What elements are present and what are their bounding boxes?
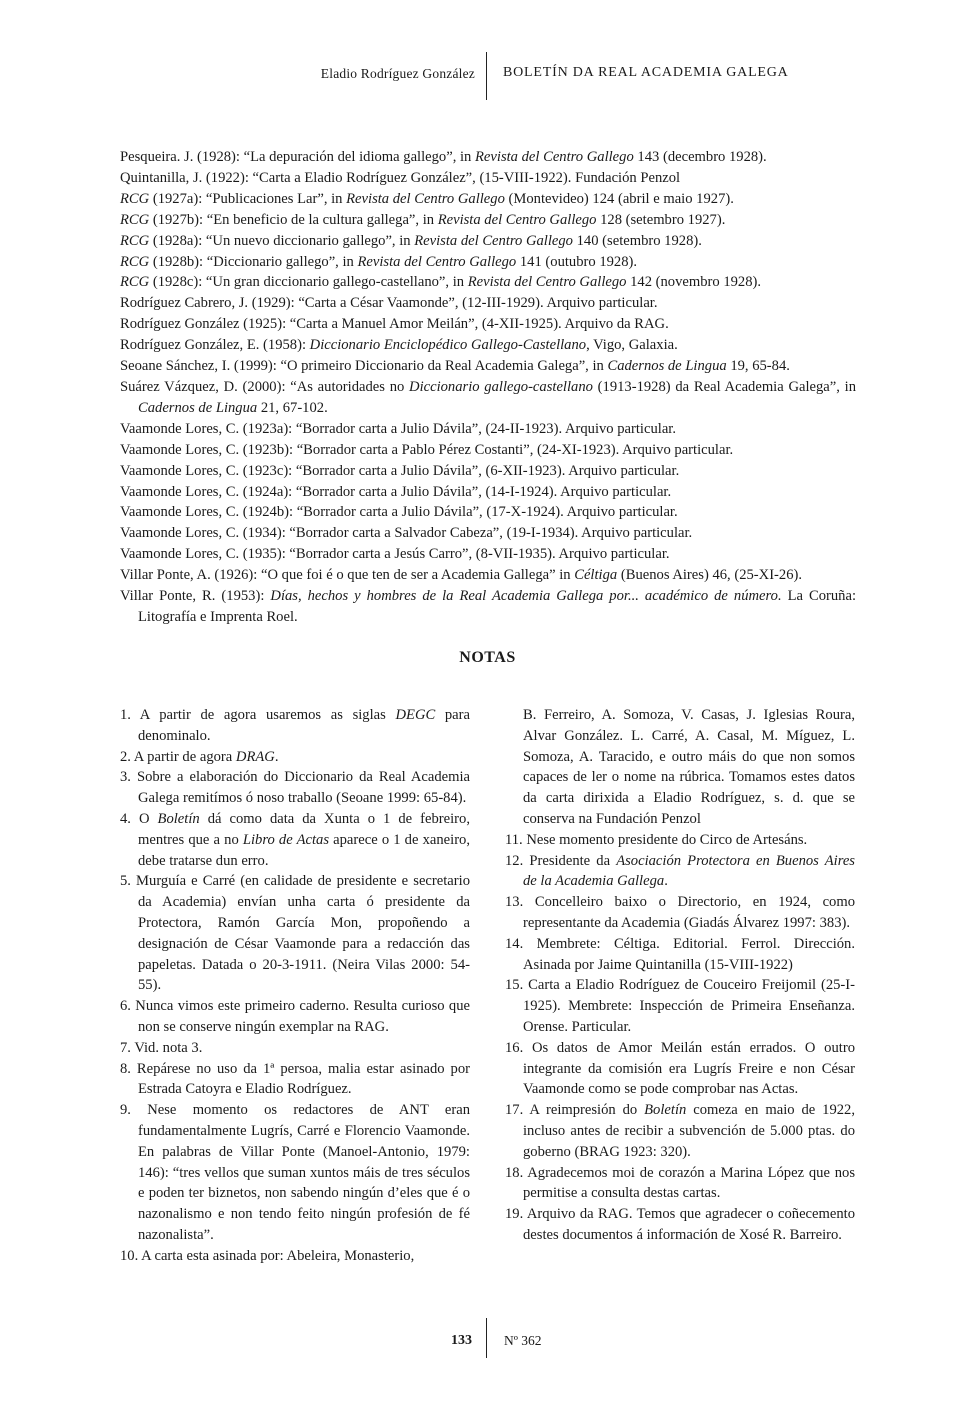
entry-text: 13. Concelleiro baixo o Directorio, en 1924, como representante da Academia (Giadás Álvarez 1997: 383). — [505, 894, 855, 931]
entry-text: 9. Nese momento os redactores de ANT eran fundamentalmente Lugrís, Carré e Florencio Vaamonde. En palabras de Villar Ponte (Manoel-Antonio, 1979: 146): “tres vellos que suman xuntos máis de tres séculos e poden ter biznetos, non sabendo ningún d’eles que é o nazonalismo e non tendo feito ningún profesión de fé nazonalista”. — [120, 1102, 470, 1243]
reference-entry — [120, 189, 856, 210]
entry-text: 21, 67-102. — [257, 399, 328, 416]
entry-text: Vaamonde Lores, C. (1923a): “Borrador carta a Julio Dávila”, (24-II-1923). Arquivo particular. — [120, 420, 676, 437]
reference-entry — [120, 523, 856, 544]
reference-entry — [120, 252, 856, 273]
notes-column-left — [120, 705, 470, 1267]
entry-text: 2. A partir de agora — [120, 748, 236, 765]
entry-text: Vaamonde Lores, C. (1934): “Borrador carta a Salvador Cabeza”, (19-I-1934). Arquivo particular. — [120, 525, 693, 542]
entry-text: Quintanilla, J. (1922): “Carta a Eladio Rodríguez González”, (15-VIII-1922). Fundación Penzol — [120, 169, 681, 186]
entry-text: 1. A partir de agora usaremos as siglas — [120, 707, 396, 723]
footnote — [505, 1163, 855, 1205]
entry-text: 19. Arquivo da RAG. Temos que agradecer o coñecemento destes documentos á información de Xosé R. Barreiro. — [505, 1206, 855, 1243]
entry-text: Seoane Sánchez, I. (1999): “O primeiro Diccionario da Real Academia Galega”, in — [120, 358, 608, 375]
reference-entry — [120, 168, 856, 189]
reference-entry — [120, 356, 856, 377]
footnote — [505, 934, 855, 976]
issue-number: Nº 362 — [504, 1333, 542, 1348]
reference-entry — [120, 231, 856, 252]
entry-text: 128 (setembro 1927). — [596, 211, 726, 228]
reference-entry — [120, 293, 856, 314]
footnote — [120, 767, 470, 809]
reference-entry — [120, 565, 856, 586]
entry-italic: Libro de Actas — [242, 831, 329, 848]
footnote — [120, 996, 470, 1038]
entry-text: 15. Carta a Eladio Rodríguez de Couceiro Freijomil (25-I-1925). Membrete: Inspección de Primeira Enseñanza. Orense. Particular. — [505, 977, 855, 1035]
entry-text: Rodríguez Cabrero, J. (1929): “Carta a César Vaamonde”, (12-III-1929). Arquivo particular. — [120, 295, 658, 312]
entry-italic: Cadernos de Lingua — [138, 399, 258, 416]
entry-italic: Revista del Centro Gallego — [346, 190, 505, 207]
entry-abbrev: RCG — [120, 253, 150, 270]
bibliography-list — [120, 147, 856, 628]
entry-text: (1928a): “Un nuevo diccionario gallego”, in — [149, 232, 415, 249]
entry-italic: Días, hechos y hombres de la Real Academia Gallega por... académico de número. — [270, 588, 782, 605]
entry-text: Pesqueira. J. (1928): “La depuración del idioma gallego”, in — [120, 149, 476, 165]
entry-text: Villar Ponte, R. (1953): — [120, 588, 271, 605]
entry-text: 5. Murguía e Carré (en calidade de presidente e secretario da Academia) envían unha carta ó presidente da Protectora, Ramón García Mon, propoñendo a designación de César Vaamonde para a redacción das papeletas. Datada o 20-3-1911. (Neira Vilas 2000: 54-55). — [120, 873, 470, 994]
reference-entry — [120, 502, 856, 523]
footnote — [120, 747, 470, 768]
entry-text: 19, 65-84. — [726, 358, 790, 375]
page-number: 133 — [451, 1333, 472, 1348]
entry-text: (Montevideo) 124 (abril e maio 1927). — [504, 190, 734, 207]
entry-text: (1928b): “Diccionario gallego”, in — [149, 253, 358, 270]
entry-italic: Revista del Centro Gallego — [467, 274, 627, 291]
footnote — [505, 1100, 855, 1162]
entry-text: Suárez Vázquez, D. (2000): “As autoridades no — [120, 378, 410, 395]
reference-entry — [120, 461, 856, 482]
header-journal-title: BOLETÍN DA REAL ACADEMIA GALEGA — [503, 65, 789, 80]
entry-italic: Cadernos de Lingua — [607, 358, 727, 375]
footnote — [120, 705, 470, 747]
entry-text: 6. Nunca vimos este primeiro caderno. Resulta curioso que non se conserve ningún exemplar na RAG. — [120, 998, 470, 1035]
reference-entry — [120, 210, 856, 231]
header-author: Eladio Rodríguez González — [320, 66, 475, 81]
entry-text: (1927a): “Publicaciones Lar”, in — [149, 190, 347, 207]
entry-text: 143 (decembro 1928). — [633, 149, 767, 165]
entry-text: (Buenos Aires) 46, (25-XI-26). — [617, 567, 803, 584]
entry-text: dá como data da Xunta o 1 de febreiro, mentres que a no — [138, 810, 470, 848]
footnote — [505, 1204, 855, 1246]
entry-abbrev: RCG — [120, 232, 150, 249]
entry-text: . — [664, 873, 668, 890]
entry-abbrev: RCG — [120, 190, 150, 207]
entry-italic: Revista del Centro Gallego — [475, 149, 634, 165]
entry-text: Rodríguez González (1925): “Carta a Manuel Amor Meilán”, (4-XII-1925). Arquivo da RAG. — [120, 316, 669, 333]
reference-entry — [120, 544, 856, 565]
entry-text: Vaamonde Lores, C. (1924a): “Borrador carta a Julio Dávila”, (14-I-1924). Arquivo particular. — [120, 483, 672, 500]
footnote — [120, 1059, 470, 1101]
entry-italic: DRAG — [235, 748, 275, 765]
entry-text: 12. Presidente da — [505, 852, 617, 869]
entry-text: Rodríguez González, E. (1958): — [120, 337, 310, 354]
entry-text: 18. Agradecemos moi de corazón a Marina López que nos permitise a consulta destas cartas. — [505, 1164, 855, 1202]
notes-heading: NOTAS — [459, 649, 516, 666]
entry-text: 11. Nese momento presidente do Circo de Artesáns. — [505, 831, 808, 848]
entry-text: Villar Ponte, A. (1926): “O que foi é o que ten de ser a Academia Gallega” in — [120, 567, 575, 584]
entry-text: comeza en maio de 1922, incluso antes de recibir a subvención de 5.000 ptas. do goberno (BRAG 1923: 320). — [523, 1102, 855, 1160]
entry-text: aparece o 1 de xaneiro, debe tratarse dun erro. — [138, 831, 470, 869]
footnote — [505, 892, 855, 934]
header-divider — [486, 52, 487, 100]
reference-entry — [120, 419, 856, 440]
entry-text: 14. Membrete: Céltiga. Editorial. Ferrol. Dirección. Asinada por Jaime Quintanilla (15-VIII-1922) — [505, 935, 855, 973]
notes-column-right — [505, 705, 855, 1246]
entry-text: 10. A carta esta asinada por: Abeleira, Monasterio, — [120, 1247, 415, 1264]
entry-text: 4. O — [120, 810, 158, 827]
footnote — [505, 705, 855, 830]
reference-entry — [120, 335, 856, 356]
reference-entry — [120, 377, 856, 419]
reference-entry — [120, 482, 856, 503]
entry-text: 17. A reimpresión do — [505, 1102, 645, 1119]
entry-italic: Boletín — [157, 810, 200, 827]
entry-italic: Revista del Centro Gallego — [437, 211, 597, 228]
footnote — [505, 830, 855, 851]
footnote — [120, 871, 470, 996]
entry-text: 8. Repárese no uso da 1ª persoa, malia estar asinado por Estrada Catoyra e Eladio Rodríguez. — [120, 1060, 470, 1098]
entry-italic: Revista del Centro Gallego — [414, 232, 573, 249]
entry-text: Vaamonde Lores, C. (1924b): “Borrador carta a Julio Dávila”, (17-X-1924). Arquivo particular. — [120, 504, 678, 521]
entry-text: 140 (setembro 1928). — [572, 232, 702, 249]
footnote — [120, 809, 470, 871]
running-header — [0, 60, 975, 100]
entry-italic: Asociación Protectora en Buenos Aires de la Academia Gallega — [523, 852, 855, 890]
reference-entry — [120, 147, 856, 168]
entry-text: (1927b): “En beneficio de la cultura gallega”, in — [149, 211, 438, 228]
footnote — [120, 1246, 470, 1267]
reference-entry — [120, 272, 856, 293]
entry-text: (1928c): “Un gran diccionario gallego-castellano”, in — [149, 274, 468, 291]
reference-entry — [120, 314, 856, 335]
reference-entry — [120, 586, 856, 628]
footer-divider — [486, 1318, 487, 1358]
entry-text: 142 (novembro 1928). — [626, 274, 762, 291]
footnote — [505, 975, 855, 1037]
footnote — [505, 851, 855, 893]
entry-text: B. Ferreiro, A. Somoza, V. Casas, J. Iglesias Roura, Alvar González. L. Carré, A. Casal, M. Míguez, L. Somoza, A. Taracido, e outro máis do que non somos capaces de ler o nome na rúbrica. Tomamos estes datos da carta dirixida a Eladio Rodríguez, s. d. que se conserva na Fundación Penzol — [523, 707, 855, 827]
entry-italic: Diccionario Enciclopédico Gallego-Castellano — [309, 337, 587, 354]
entry-text: 3. Sobre a elaboración do Diccionario da Real Academia Galega remitímos ó noso traballo (Seoane 1999: 65-84). — [120, 769, 470, 807]
entry-text: 16. Os datos de Amor Meilán están errados. O outro integrante da comisión era Lugrís Freire e non César Vaamonde como se pode comprobar nas Actas. — [505, 1039, 855, 1098]
footnote — [505, 1038, 855, 1100]
entry-italic: Boletín — [644, 1102, 687, 1119]
entry-text: para denominalo. — [138, 707, 470, 744]
entry-italic: Diccionario gallego-castellano — [409, 378, 593, 395]
footnote — [120, 1100, 470, 1246]
reference-entry — [120, 440, 856, 461]
entry-text: La Coruña: Litografía e Imprenta Roel. — [138, 588, 856, 625]
entry-abbrev: RCG — [120, 211, 150, 228]
entry-abbrev: RCG — [120, 274, 150, 291]
entry-italic: DEGC — [395, 707, 436, 723]
entry-text: Vaamonde Lores, C. (1935): “Borrador carta a Jesús Carro”, (8-VII-1935). Arquivo particular. — [120, 546, 670, 563]
page-footer — [0, 1318, 975, 1360]
entry-text: (1913-1928) da Real Academia Galega”, in — [592, 378, 856, 395]
entry-text: 7. Vid. nota 3. — [120, 1039, 203, 1056]
entry-text: . — [274, 748, 279, 765]
entry-text: , Vigo, Galaxia. — [586, 337, 678, 354]
entry-italic: Revista del Centro Gallego — [357, 253, 517, 270]
entry-text: Vaamonde Lores, C. (1923b): “Borrador carta a Pablo Pérez Costanti”, (24-XI-1923). Arquivo particular. — [120, 441, 734, 458]
entry-italic: Céltiga — [574, 567, 618, 584]
entry-text: Vaamonde Lores, C. (1923c): “Borrador carta a Julio Dávila”, (6-XII-1923). Arquivo particular. — [120, 462, 680, 479]
entry-text: 141 (outubro 1928). — [516, 253, 638, 270]
footnote — [120, 1038, 470, 1059]
